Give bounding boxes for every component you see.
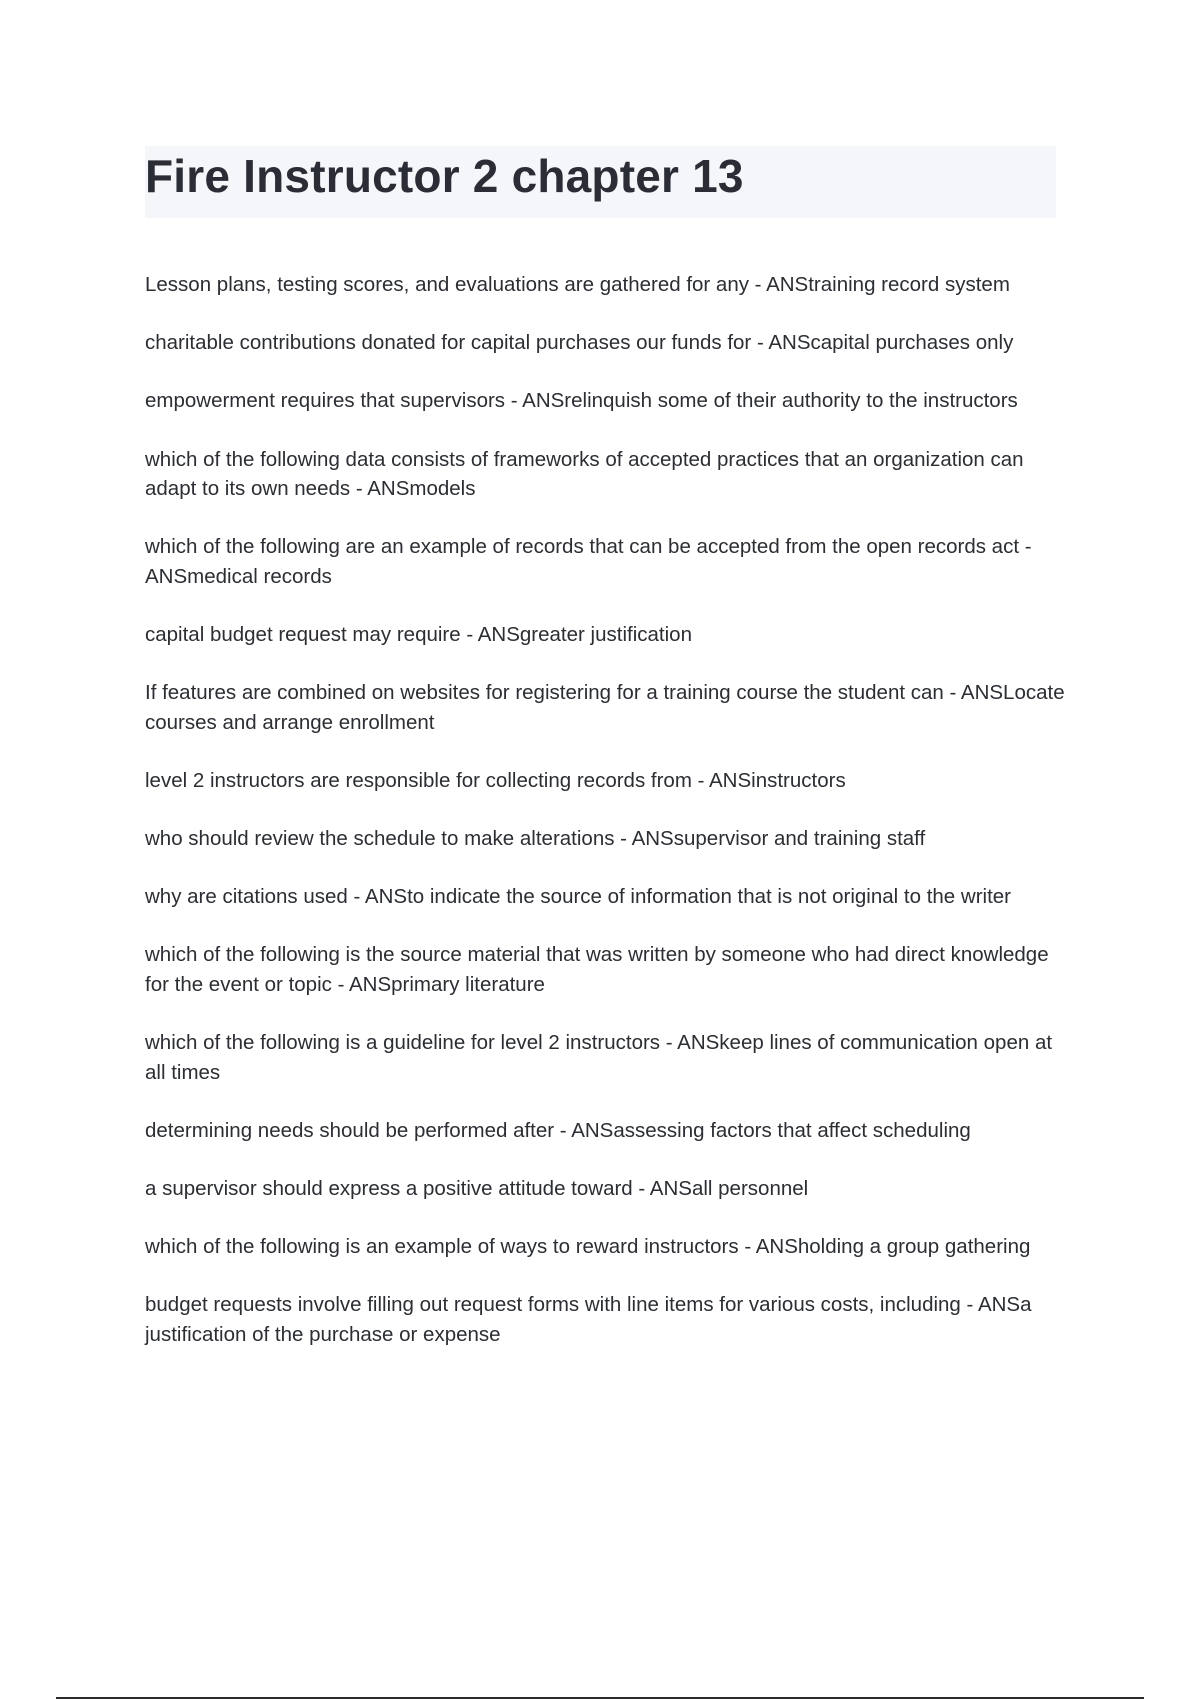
question-text: which of the following are an example of records that can be accepted from the open records act - (145, 535, 1032, 559)
answer-marker: ANS (477, 622, 520, 646)
answer-text: relinquish some of their authority to the instructors (564, 389, 1018, 413)
question-text: which of the following data consists of frameworks of accepted practices that an organization can adapt to its own needs - (145, 447, 1024, 501)
answer-marker: ANS (631, 827, 674, 850)
qa-item (145, 940, 1065, 999)
answer-marker: ANS (708, 768, 752, 792)
answer-marker: ANS (977, 1293, 1021, 1317)
qa-item (145, 532, 1065, 591)
answer-text: supervisor and training staff (673, 827, 926, 850)
answer-text: to indicate the source of information that is not original to the writer (407, 885, 1012, 909)
answer-marker: ANS (364, 885, 408, 909)
qa-item (145, 1232, 1065, 1262)
answer-marker: ANS (755, 1235, 798, 1259)
answer-marker: ANS (145, 564, 188, 588)
answer-marker: ANS (649, 1176, 692, 1200)
answer-text: models (409, 477, 476, 501)
qa-item (145, 1116, 1065, 1146)
question-text: charitable contributions donated for capital purchases our funds for - (145, 331, 769, 355)
answer-marker: ANS (522, 389, 565, 413)
title-banner (145, 146, 1056, 218)
qa-item (145, 882, 1065, 912)
answer-text: a justification of the purchase or expense (145, 1293, 1032, 1346)
answer-marker: ANS (768, 331, 811, 355)
question-text: why are citations used - (145, 885, 365, 909)
qa-item (145, 1174, 1065, 1204)
qa-item (145, 386, 1065, 416)
answer-marker: ANS (960, 681, 1004, 705)
answer-text: primary literature (391, 972, 545, 996)
answer-text: medical records (187, 564, 332, 588)
question-text: level 2 instructors are responsible for collecting records from - (145, 768, 709, 792)
qa-item (145, 620, 1065, 650)
question-text: which of the following is the source material that was written by someone who had direct knowledge for the event or topic - (145, 943, 1049, 996)
answer-marker: ANS (766, 273, 809, 296)
question-text: capital budget request may require - (145, 622, 478, 646)
qa-list (145, 270, 1065, 1378)
question-text: If features are combined on websites for registering for a training course the student can - (145, 681, 961, 705)
question-text: which of the following is an example of ways to reward instructors - (145, 1235, 756, 1259)
answer-text: greater justification (519, 622, 692, 646)
qa-item (145, 1028, 1065, 1087)
question-text: who should review the schedule to make alterations - (145, 827, 632, 850)
answer-text: assessing factors that affect scheduling (613, 1118, 971, 1142)
question-text: a supervisor should express a positive attitude toward - (145, 1176, 650, 1200)
page-divider (56, 1697, 1144, 1699)
answer-text: capital purchases only (810, 331, 1014, 355)
answer-text: training record system (808, 273, 1010, 296)
answer-marker: ANS (571, 1118, 614, 1142)
answer-text: instructors (751, 768, 846, 792)
answer-text: keep lines of communication open at all times (145, 1031, 1053, 1084)
question-text: determining needs should be performed after - (145, 1118, 572, 1142)
answer-marker: ANS (677, 1031, 720, 1055)
qa-item (145, 270, 1065, 300)
answer-text: holding a group gathering (797, 1235, 1031, 1259)
qa-item (145, 678, 1065, 737)
answer-marker: ANS (348, 972, 392, 996)
qa-item (145, 766, 1065, 796)
answer-text: all personnel (691, 1176, 809, 1200)
qa-item (145, 824, 1065, 854)
question-text: which of the following is a guideline for level 2 instructors - (145, 1031, 678, 1055)
qa-item (145, 328, 1065, 358)
answer-marker: ANS (367, 477, 410, 501)
question-text: Lesson plans, testing scores, and evaluations are gathered for any - (145, 273, 767, 296)
page-title: Fire Instructor 2 chapter 13 (145, 150, 744, 202)
qa-item (145, 445, 1065, 504)
question-text: empowerment requires that supervisors - (145, 389, 523, 413)
answer-text: Locate courses and arrange enrollment (145, 681, 1065, 734)
qa-item (145, 1290, 1065, 1349)
question-text: budget requests involve filling out request forms with line items for various costs, including - (145, 1293, 978, 1317)
